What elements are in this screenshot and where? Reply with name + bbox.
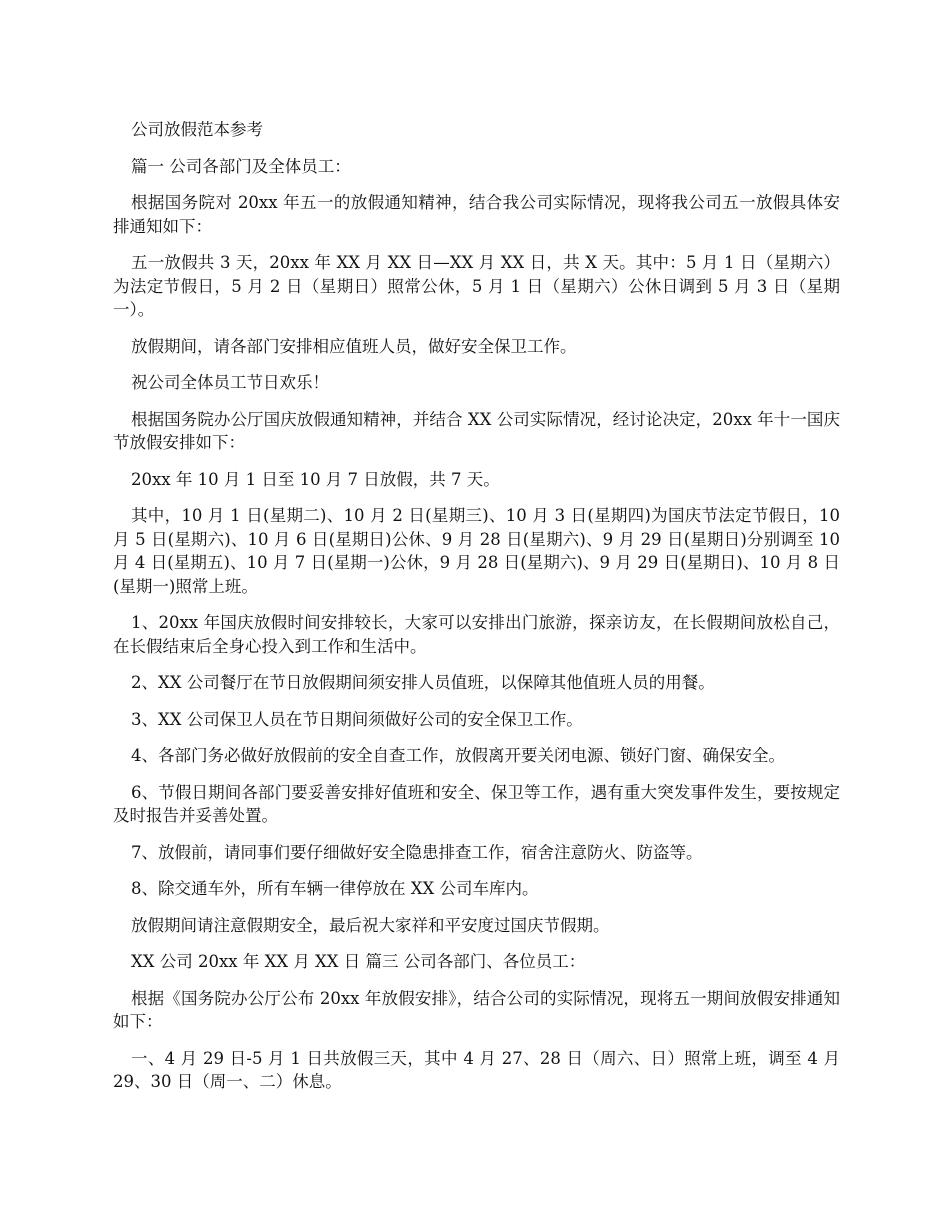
paragraph: 一、4 月 29 日-5 月 1 日共放假三天，其中 4 月 27、28 日（周六、日）照常上班，调至 4 月 29、30 日（周一、二）休息。 xyxy=(113,1048,840,1091)
paragraph: 根据《国务院办公厅公布 20xx 年放假安排》，结合公司的实际情况，现将五一期间放假安排通知如下： xyxy=(113,988,840,1031)
list-item: 7、放假前，请同事们要仔细做好安全隐患排查工作，宿舍注意防火、防盗等。 xyxy=(131,842,703,862)
paragraph: 其中，10 月 1 日(星期二)、10 月 2 日(星期三)、10 月 3 日(星期四)为国庆节法定节假日，10 月 5 日(星期六)、10 月 6 日(星期日)公休、9 月 28 日(星期六)、9 月 29 日(星期日)分别调至 10 月 4 日(星期五)、10 月 7 日(星期一)公休，9 月 28 日(星期六)、9 月 29 日(星期日)、10 月 8 日(星期一)照常上班。 xyxy=(113,506,840,596)
paragraph: 祝公司全体员工节日欢乐！ xyxy=(131,373,329,392)
paragraph: 20xx 年 10 月 1 日至 10 月 7 日放假，共 7 天。 xyxy=(131,469,500,489)
paragraph: 放假期间请注意假期安全，最后祝大家祥和平安度过国庆节假期。 xyxy=(131,915,610,935)
list-item: 2、XX 公司餐厅在节日放假期间须安排人员值班，以保障其他值班人员的用餐。 xyxy=(131,673,715,692)
list-item: 4、各部门务必做好放假前的安全自查工作，放假离开要关闭电源、锁好门窗、确保安全。 xyxy=(131,746,785,765)
paragraph: 根据国务院办公厅国庆放假通知精神，并结合 XX 公司实际情况，经讨论决定，20xx 年十一国庆节放假安排如下： xyxy=(113,409,840,452)
list-item: 6、节假日期间各部门要妥善安排好值班和安全、保卫等工作，遇有重大突发事件发生，要按规定及时报告并妥善处置。 xyxy=(113,782,840,825)
list-item: 8、除交通车外，所有车辆一律停放在 XX 公司车库内。 xyxy=(131,879,539,898)
section-heading-part-three: XX 公司 20xx 年 XX 月 XX 日 篇三 公司各部门、各位员工： xyxy=(131,952,586,971)
list-item: 1、20xx 年国庆放假时间安排较长，大家可以安排出门旅游，探亲访友，在长假期间放松自己，在长假结束后全身心投入到工作和生活中。 xyxy=(113,613,840,656)
paragraph: 根据国务院对 20xx 年五一的放假通知精神，结合我公司实际情况，现将我公司五一放假具体安排通知如下： xyxy=(113,193,840,236)
paragraph: 放假期间，请各部门安排相应值班人员，做好安全保卫工作。 xyxy=(131,336,577,356)
section-heading-part-one: 篇一 公司各部门及全体员工： xyxy=(131,156,351,176)
list-item: 3、XX 公司保卫人员在节日期间须做好公司的安全保卫工作。 xyxy=(131,709,583,729)
document-title: 公司放假范本参考 xyxy=(131,120,263,139)
paragraph: 五一放假共 3 天，20xx 年 XX 月 XX 日—XX 月 XX 日，共 X 天。其中：5 月 1 日（星期六）为法定节假日，5 月 2 日（星期日）照常公休，5 月 1 日（星期六）公休日调到 5 月 3 日（星期一）。 xyxy=(113,253,840,319)
